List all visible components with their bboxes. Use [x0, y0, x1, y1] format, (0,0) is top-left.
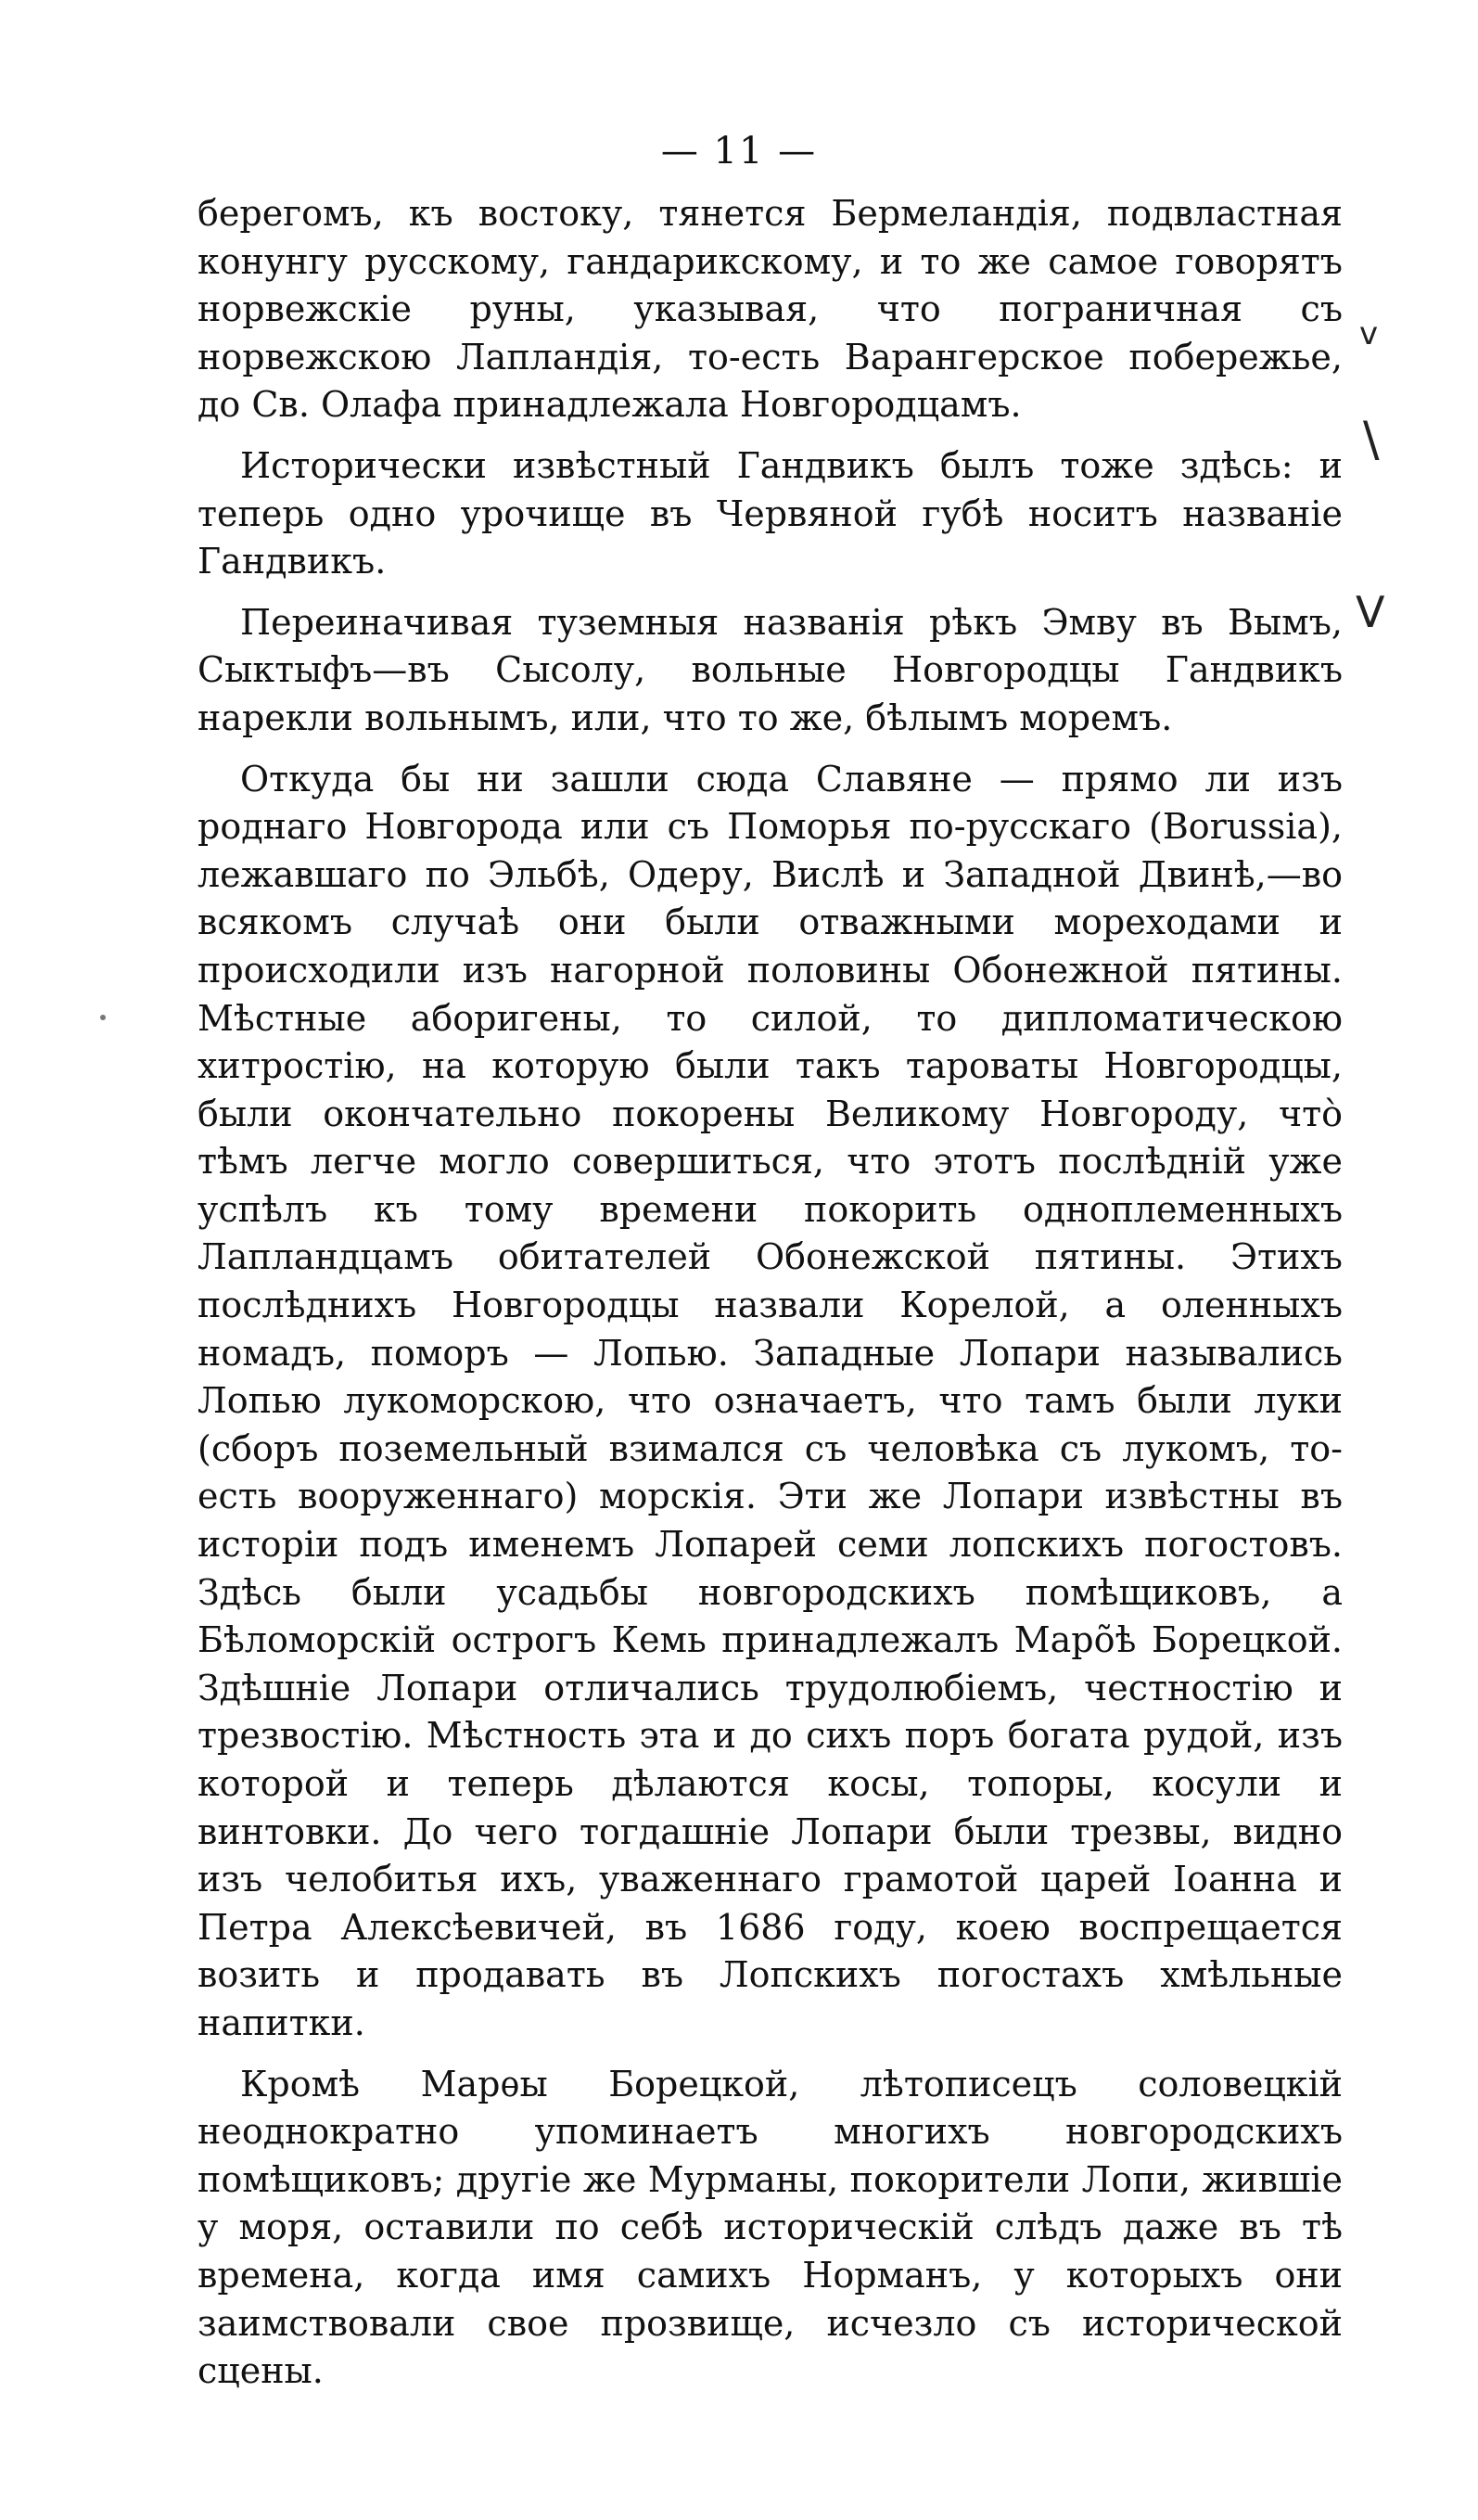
page-number: — 11 — [660, 130, 818, 173]
paragraph-1: берегомъ, къ востоку, тянется Бермеландія, подвластная конунгу русскому, гандарикскому, и то же самое говорятъ норвежскіе руны, указывая, что пограничная съ норвежскою Лапландія, то-есть Варангерское побережье, до Св. Олафа принадлежала Новгородцамъ. [197, 193, 1343, 426]
margin-tick-mark: V [1356, 587, 1385, 637]
margin-check-mark: v [1359, 315, 1379, 352]
paragraph-4: Откуда бы ни зашли сюда Славяне — прямо ли изъ роднаго Новгорода или съ Поморья по-русскаго (Borussia), лежавшаго по Эльбѣ, Одеру, Вислѣ и Западной Двинѣ,—во всякомъ случаѣ они были отважными мореходами и происходили изъ нагорной половины Обонежной пятины. Мѣстные аборигены, то силой, то дипломатическою хитростію, на которую были такъ тароваты Новгородцы, были окончательно покорены Великому Новгороду, что̀ тѣмъ легче могло совершиться, что этотъ послѣдній уже успѣлъ къ тому времени покорить одноплеменныхъ Лапландцамъ обитателей Обонежской пятины. Этихъ послѣднихъ Новгородцы назвали Корелой, а оленныхъ номадъ, поморъ — Лопью. Западные Лопари назывались Лопью лукоморскою, что означаетъ, что тамъ были луки (сборъ поземельный взимался съ человѣка съ лукомъ, то-есть вооруженнаго) морскія. Эти же Лопари извѣстны въ исторіи подъ именемъ Лопарей семи лопскихъ погостовъ. Здѣсь были усадьбы новгородскихъ помѣщиковъ, а Бѣломорскій острогъ Кемь принадлежалъ Маро̃ѣ Борецкой. Здѣшніе Лопари отличались трудолюбіемъ, честностію и трезвостію. Мѣстность эта и до сихъ поръ богата рудой, изъ которой и теперь дѣлаются косы, топоры, косули и винтовки. До чего тогдашніе Лопари были трезвы, видно изъ челобитья ихъ, уваженнаго грамотой царей Іоанна и Петра Алексѣевичей, въ 1686 году, коею воспрещается возить и продавать въ Лопскихъ погостахъ хмѣльные напитки. [197, 758, 1343, 2043]
ink-speck [100, 1015, 106, 1020]
margin-bracket-mark: \ [1363, 412, 1380, 467]
paragraph-5: Кромѣ Марѳы Борецкой, лѣтописецъ соловецкій неоднократно упоминаетъ многихъ новгородскихъ помѣщиковъ; другіе же Мурманы, покорители Лопи, жившіе у моря, оставили по себѣ историческій слѣдъ даже въ тѣ времена, когда имя самихъ Норманъ, у которыхъ они заимствовали свое прозвище, исчезло съ исторической сцены. [197, 2063, 1343, 2392]
body-text [197, 190, 1343, 2409]
paragraph-3: Переиначивая туземныя названія рѣкъ Эмву въ Вымъ, Сыктыфъ—въ Сысолу, вольные Новгородцы Гандвикъ нарекли вольнымъ, или, что то же, бѣлымъ моремъ. [197, 601, 1343, 738]
paragraph-2: Исторически извѣстный Гандвикъ былъ тоже здѣсь: и теперь одно урочище въ Червяной губѣ носитъ названіе Гандвикъ. [197, 444, 1343, 582]
